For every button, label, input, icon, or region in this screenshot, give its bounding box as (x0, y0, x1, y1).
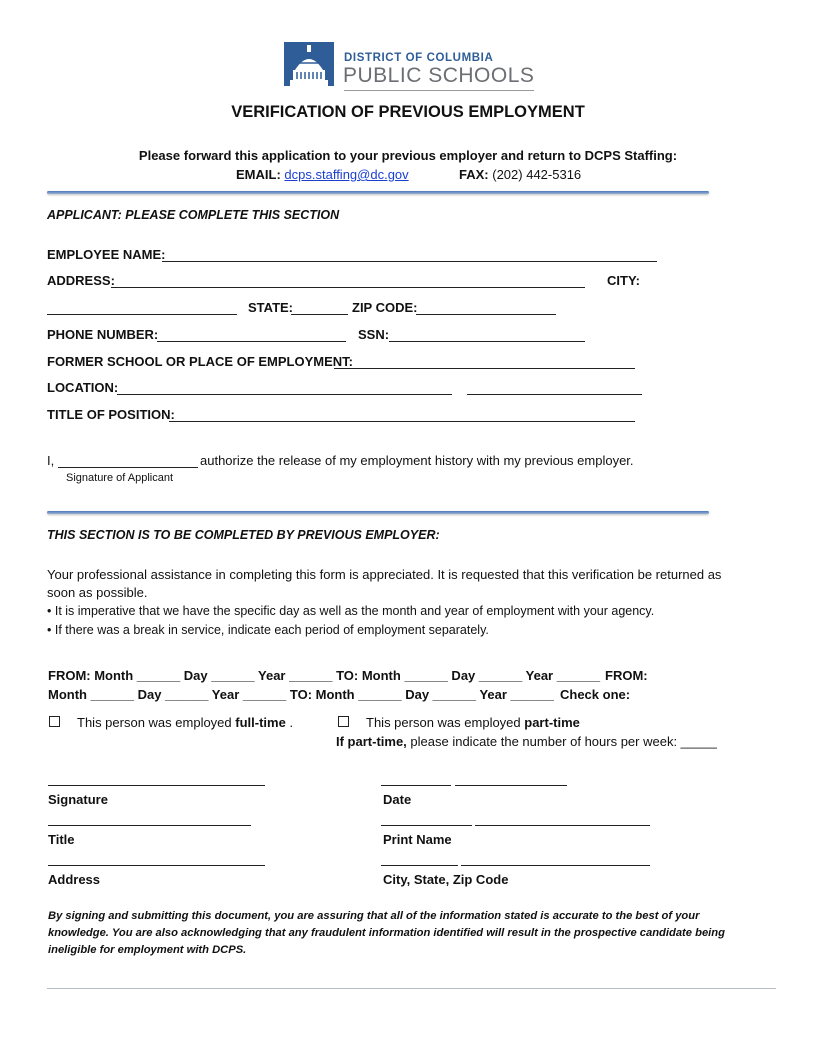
ssn-field[interactable] (389, 341, 585, 342)
zip-field[interactable] (416, 314, 556, 315)
section-divider-2 (47, 511, 709, 514)
employer-intro-line1: Your professional assistance in completing this form is appreciated. It is requested that this verification be returned as (47, 567, 722, 582)
phone-field[interactable] (157, 341, 346, 342)
city-label: CITY: (607, 273, 640, 288)
email-label: EMAIL: (236, 167, 281, 182)
location-label: LOCATION: (47, 380, 119, 395)
location-field-2[interactable] (467, 394, 642, 395)
dates-row-1[interactable]: FROM: Month ______ Day ______ Year ______ TO: Month ______ Day ______ Year ______ (48, 668, 601, 683)
employee-name-label: EMPLOYEE NAME: (47, 247, 166, 262)
fulltime-option[interactable] (49, 715, 293, 730)
parttime-text: This person was employed (366, 715, 525, 730)
signature-label: Signature (48, 792, 108, 807)
phone-label: PHONE NUMBER: (47, 327, 159, 342)
city-state-zip-field-a[interactable] (381, 865, 458, 866)
city-field[interactable] (47, 314, 237, 315)
authorization-text: authorize the release of my employment history with my previous employer. (200, 453, 634, 468)
location-field[interactable] (117, 394, 452, 395)
logo-district-text: DISTRICT OF COLUMBIA (344, 52, 494, 64)
email-link[interactable]: dcps.staffing@dc.gov (284, 167, 409, 182)
fulltime-text: This person was employed (77, 715, 236, 730)
fulltime-checkbox[interactable] (49, 716, 60, 727)
fax-label: FAX: (459, 167, 489, 182)
applicant-section-heading: APPLICANT: PLEASE COMPLETE THIS SECTION (47, 208, 340, 222)
dcps-logo (284, 42, 536, 94)
employer-section-heading: THIS SECTION IS TO BE COMPLETED BY PREVIOUS EMPLOYER: (47, 528, 440, 542)
capitol-dome-icon (284, 42, 334, 86)
bullet-break-in-service: • If there was a break in service, indicate each period of employment separately. (47, 623, 489, 637)
state-label: STATE: (248, 300, 294, 315)
city-state-zip-label: City, State, Zip Code (383, 872, 509, 887)
title-position-label: TITLE OF POSITION: (47, 407, 175, 422)
bullet-specific-dates: • It is imperative that we have the specific day as well as the month and year of employment with your agency. (47, 604, 655, 618)
print-name-field-b[interactable] (475, 825, 650, 826)
date-field-a[interactable] (381, 785, 451, 786)
title-label: Title (48, 832, 75, 847)
signature-caption: Signature of Applicant (66, 472, 174, 484)
employer-intro-line2: soon as possible. (47, 585, 148, 600)
disclaimer-line1: By signing and submitting this document, you are assuring that all of the information stated is accurate to the best of your (48, 910, 700, 922)
former-school-field[interactable] (334, 368, 635, 369)
employer-signature-field[interactable] (48, 785, 265, 786)
disclaimer-line2: knowledge. You are also acknowledging that any fraudulent information identified will result in the prospective candidate being (48, 927, 725, 939)
employee-name-field[interactable] (162, 261, 657, 262)
title-field[interactable] (48, 825, 251, 826)
dates-row-1-tail: FROM: (605, 668, 648, 683)
former-school-label: FORMER SCHOOL OR PLACE OF EMPLOYMENT: (47, 354, 353, 369)
address-field[interactable] (111, 287, 585, 288)
parttime-hours-bold: If part-time, (336, 734, 407, 749)
city-state-zip-field-b[interactable] (461, 865, 650, 866)
date-field-b[interactable] (455, 785, 567, 786)
print-name-label: Print Name (383, 832, 452, 847)
fulltime-post: . (285, 715, 294, 730)
print-name-field-a[interactable] (381, 825, 472, 826)
check-one-label: Check one: (560, 687, 631, 702)
parttime-bold: part-time (524, 715, 580, 730)
parttime-option[interactable] (338, 715, 580, 730)
parttime-checkbox[interactable] (338, 716, 349, 727)
parttime-hours-line[interactable] (336, 734, 717, 749)
page-title: VERIFICATION OF PREVIOUS EMPLOYMENT (231, 103, 585, 121)
logo-underline (344, 90, 534, 91)
date-label: Date (383, 792, 412, 807)
fax-value: (202) 442-5316 (492, 167, 582, 182)
parttime-hours-text: please indicate the number of hours per week: _____ (406, 734, 717, 749)
instruction-text: Please forward this application to your previous employer and return to DCPS Staffing: (138, 148, 678, 163)
footer-rule (47, 988, 776, 989)
logo-public-schools-text: PUBLIC SCHOOLS (343, 64, 535, 87)
state-field[interactable] (291, 314, 348, 315)
zip-label: ZIP CODE: (352, 300, 418, 315)
ssn-label: SSN: (358, 327, 390, 342)
dates-row-2[interactable]: Month ______ Day ______ Year ______ TO: Month ______ Day ______ Year ______ (48, 687, 554, 702)
contact-line (236, 167, 409, 182)
section-divider (47, 191, 709, 194)
fulltime-bold: full-time (235, 715, 286, 730)
employer-address-label: Address (48, 872, 101, 887)
employer-address-field[interactable] (48, 865, 265, 866)
fax-line (459, 167, 581, 182)
address-label: ADDRESS: (47, 273, 115, 288)
disclaimer-line3: ineligible for employment with DCPS. (48, 944, 247, 956)
applicant-signature-field[interactable] (58, 467, 198, 468)
title-position-field[interactable] (169, 421, 635, 422)
authorization-prefix: I, (47, 453, 55, 468)
